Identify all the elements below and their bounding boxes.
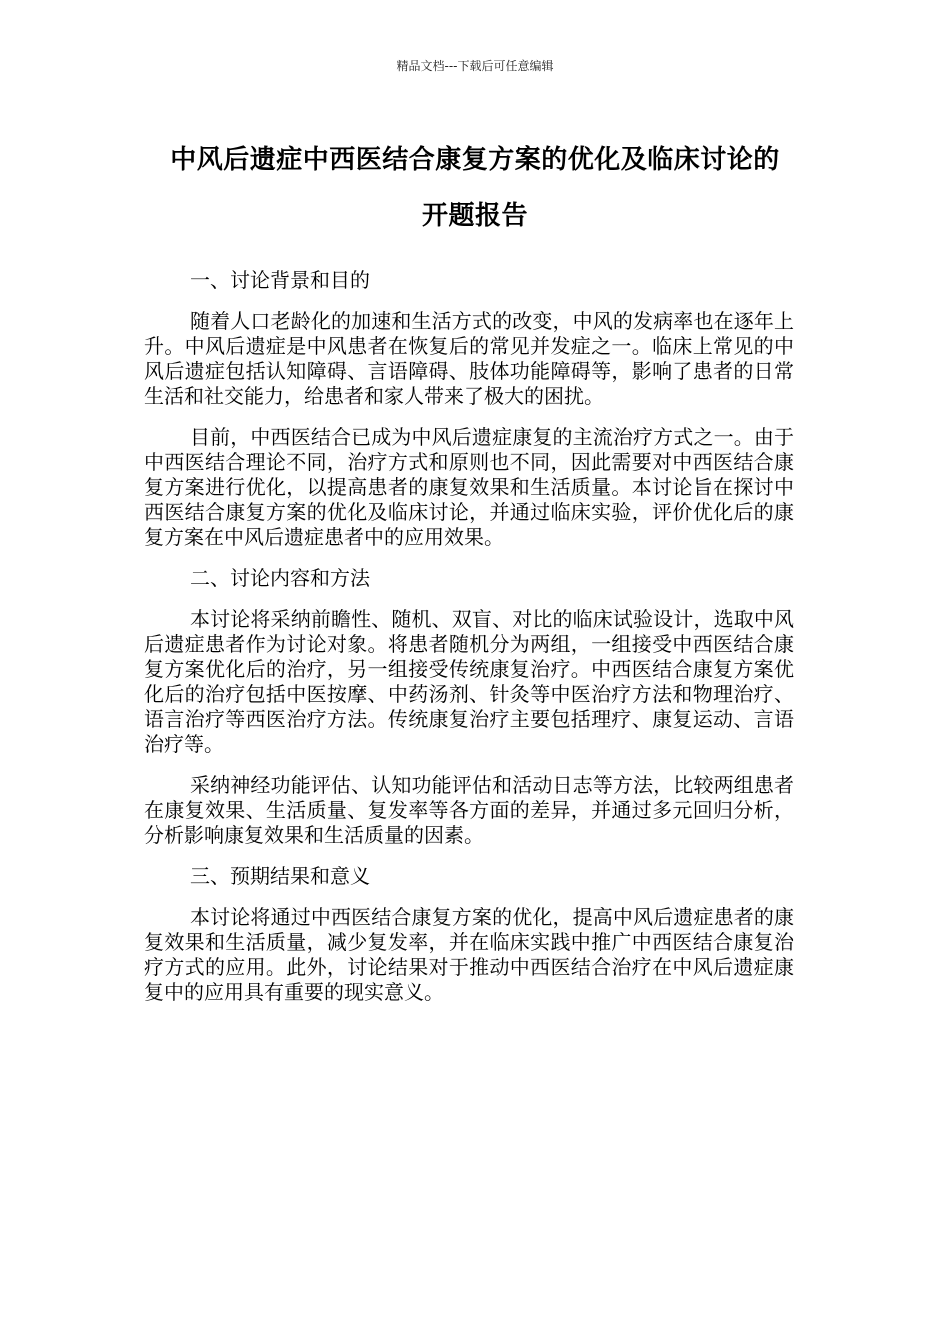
paragraph: 目前，中西医结合已成为中风后遗症康复的主流治疗方式之一。由于中西医结合理论不同，治疗方式和原则也不同，因此需要对中西医结合康复方案进行优化，以提高患者的康复效果和生活质量。本讨论旨在探讨中西医结合康复方案的优化及临床讨论，并通过临床实验，评价优化后的康复方案在中风后遗症患者中的应用效果。 xyxy=(144,425,794,549)
paragraph: 随着人口老龄化的加速和生活方式的改变，中风的发病率也在逐年上升。中风后遗症是中风患者在恢复后的常见并发症之一。临床上常见的中风后遗症包括认知障碍、言语障碍、肢体功能障碍等，影响了患者的日常生活和社交能力，给患者和家人带来了极大的困扰。 xyxy=(144,309,794,408)
section-content-methods xyxy=(144,566,794,848)
paragraph: 采纳神经功能评估、认知功能评估和活动日志等方法，比较两组患者在康复效果、生活质量、复发率等各方面的差异，并通过多元回归分析，分析影响康复效果和生活质量的因素。 xyxy=(144,773,794,847)
header-note: 精品文档---下载后可任意编辑 xyxy=(396,59,554,73)
section-heading: 二、讨论内容和方法 xyxy=(190,566,370,590)
title-line-2: 开题报告 xyxy=(421,201,528,231)
section-expected-results xyxy=(144,864,794,1005)
document-title xyxy=(120,132,830,244)
title-line-1: 中风后遗症中西医结合康复方案的优化及临床讨论的 xyxy=(170,145,780,175)
document-body xyxy=(144,268,794,1021)
paragraph: 本讨论将通过中西医结合康复方案的优化，提高中风后遗症患者的康复效果和生活质量，减少复发率，并在临床实践中推广中西医结合康复治疗方式的应用。此外，讨论结果对于推动中西医结合治疗在中风后遗症康复中的应用具有重要的现实意义。 xyxy=(144,905,794,1004)
section-heading: 三、预期结果和意义 xyxy=(190,864,370,888)
paragraph: 本讨论将采纳前瞻性、随机、双盲、对比的临床试验设计，选取中风后遗症患者作为讨论对象。将患者随机分为两组，一组接受中西医结合康复方案优化后的治疗，另一组接受传统康复治疗。中西医结合康复方案优化后的治疗包括中医按摩、中药汤剂、针灸等中医治疗方法和物理治疗、语言治疗等西医治疗方法。传统康复治疗主要包括理疗、康复运动、言语治疗等。 xyxy=(144,607,794,756)
section-heading: 一、讨论背景和目的 xyxy=(190,268,370,292)
section-background xyxy=(144,268,794,550)
